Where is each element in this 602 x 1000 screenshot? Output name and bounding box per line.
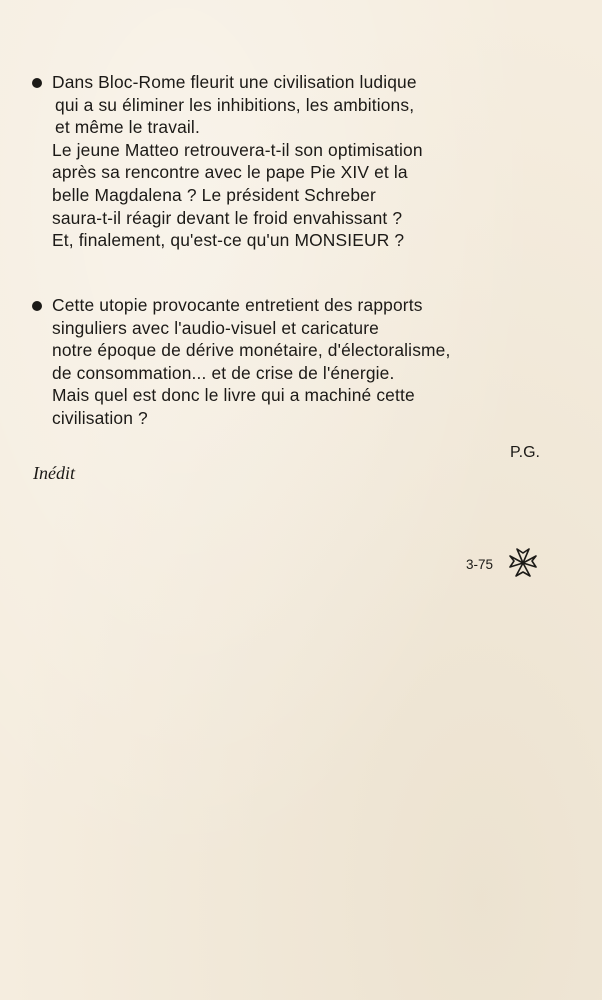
catalog-code: 3-75 bbox=[466, 557, 494, 572]
text-line: Mais quel est donc le livre qui a machiné cette bbox=[52, 385, 415, 406]
blurb-paragraph-2 bbox=[52, 294, 572, 430]
text-line: et même le travail. bbox=[55, 117, 200, 138]
text-line: saura-t-il réagir devant le froid envahissant ? bbox=[52, 207, 403, 228]
bullet-icon bbox=[32, 78, 42, 88]
publisher-star-logo-icon bbox=[507, 546, 539, 580]
text-line: civilisation ? bbox=[52, 407, 148, 428]
text-line: Cette utopie provocante entretient des rapports bbox=[52, 295, 423, 315]
text-line: après sa rencontre avec le pape Pie XIV et la bbox=[52, 162, 408, 183]
blurb-paragraph-1 bbox=[52, 71, 572, 252]
author-signature: P.G. bbox=[510, 444, 540, 461]
text-line: qui a su éliminer les inhibitions, les ambitions, bbox=[55, 94, 415, 115]
text-line: Et, finalement, qu'est-ce qu'un MONSIEUR ? bbox=[52, 230, 405, 251]
text-line: singuliers avec l'audio-visuel et caricature bbox=[52, 317, 379, 338]
bullet-icon bbox=[32, 301, 42, 311]
text-line: Dans Bloc-Rome fleurit une civilisation ludique bbox=[52, 72, 417, 92]
inedit-label: Inédit bbox=[33, 463, 75, 483]
text-line: de consommation... et de crise de l'énergie. bbox=[52, 362, 395, 383]
text-line: belle Magdalena ? Le président Schreber bbox=[52, 184, 376, 205]
text-line: Le jeune Matteo retrouvera-t-il son optimisation bbox=[52, 139, 423, 160]
text-line: notre époque de dérive monétaire, d'électoralisme, bbox=[52, 340, 451, 361]
